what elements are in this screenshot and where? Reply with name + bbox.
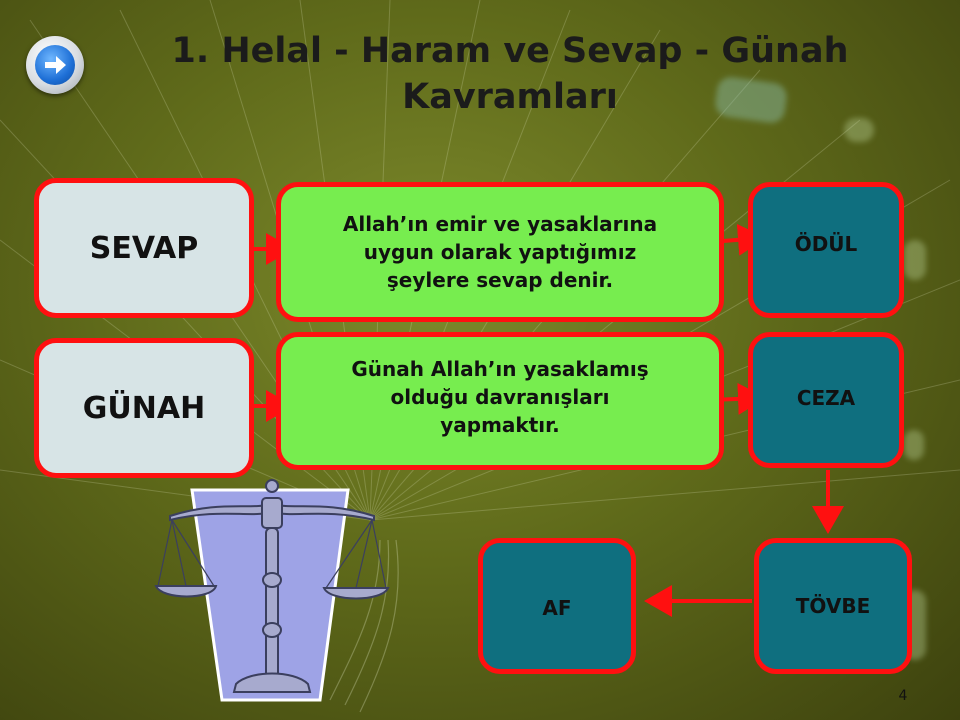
sevap-definition-line: Allah’ın emir ve yasaklarına — [342, 212, 658, 236]
ceza-box — [748, 332, 904, 468]
tovbe-box — [754, 538, 912, 674]
odul-box — [748, 182, 904, 318]
gunah-definition-box — [276, 332, 724, 470]
odul-label: ÖDÜL — [794, 232, 858, 256]
sevap-definition-line: şeylere sevap denir. — [386, 268, 614, 292]
sevap-definition-box — [276, 182, 724, 322]
gunah-box — [34, 338, 254, 478]
title-line-2: Kavramları — [402, 77, 618, 117]
af-label: AF — [542, 596, 572, 620]
balance-scale-icon — [150, 470, 400, 710]
af-box — [478, 538, 636, 674]
tovbe-label: TÖVBE — [795, 594, 871, 618]
sevap-box — [34, 178, 254, 318]
gunah-definition-line: yapmaktır. — [440, 413, 560, 437]
sevap-label: SEVAP — [89, 230, 199, 266]
sevap-definition-line: uygun olarak yaptığımız — [363, 240, 637, 264]
ceza-label: CEZA — [796, 386, 856, 410]
gunah-definition-line: olduğu davranışları — [390, 385, 610, 409]
gunah-definition-line: Günah Allah’ın yasaklamış — [351, 357, 649, 381]
title-line-1: 1. Helal - Haram ve Sevap - Günah — [171, 31, 849, 71]
page-number: 4 — [898, 688, 908, 704]
gunah-label: GÜNAH — [82, 390, 206, 426]
